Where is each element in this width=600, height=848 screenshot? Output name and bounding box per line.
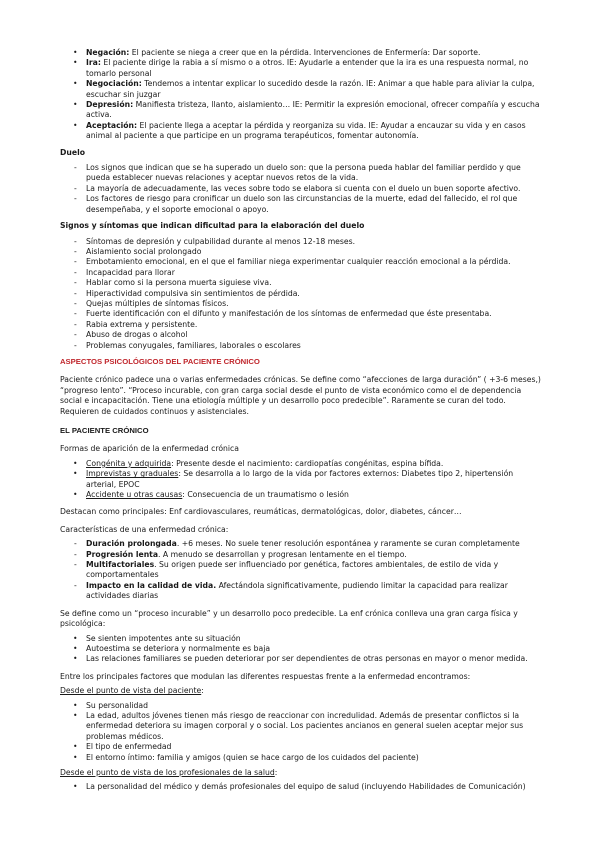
list-item: - Los signos que indican que se ha superado un duelo son: que la persona pueda hablar del familiar perdido y que pueda establecer nuevas relaciones y aceptar nuevos retos de la vida. [60,163,544,184]
list-item: - Los factores de riesgo para cronificar un duelo son las circunstancias de la muerte, edad del fallecido, el rol que desempeñaba, y el soporte emocional o apoyo. [60,194,544,215]
list-item: • Aceptación: El paciente llega a aceptar la pérdida y reorganiza su vida. IE: Ayudar a encauzar su vida y en casos animal al paciente a que participe en un programa terapéuticos, fomentar autonomía. [60,121,544,142]
list-item: - Aislamiento social prolongado [60,247,544,257]
list-item: • Se sienten impotentes ante su situación [60,634,544,644]
section-heading-duelo: Duelo [60,147,85,157]
carga-list [60,634,544,665]
list-item: - Hablar como si la persona muerta siguiese viva. [60,278,544,288]
section-heading-aspectos: ASPECTOS PSICOLÓGICOS DEL PACIENTE CRÓNICO [60,356,260,366]
list-item: • Depresión: Manifiesta tristeza, llanto, aislamiento… IE: Permitir la expresión emocional, ofrecer compañía y escucha activa. [60,100,544,121]
caracteristicas-list [60,539,544,601]
list-item: - Quejas múltiples de síntomas físicos. [60,299,544,309]
list-item: - Hiperactividad compulsiva sin sentimientos de pérdida. [60,289,544,299]
caracteristicas-intro: Características de una enfermedad crónica: [60,524,229,534]
list-item: - Fuerte identificación con el difunto y manifestación de los síntomas de enfermedad que éste presentaba. [60,309,544,319]
paciente-subheading: Desde el punto de vista del paciente: [60,686,204,696]
list-item: • El tipo de enfermedad [60,742,544,752]
list-item: - Duración prolongada. +6 meses. No suele tener resolución espontánea y raramente se curan completamente [60,539,544,549]
section-heading-paciente-cronico: EL PACIENTE CRÓNICO [60,426,149,435]
list-item: • Accidente u otras causas: Consecuencia de un traumatismo o lesión [60,490,544,500]
list-item: - Problemas conyugales, familiares, laborales o escolares [60,341,544,351]
destacan-paragraph: Destacan como principales: Enf cardiovasculares, reumáticas, dermatológicas, dolor, diabetes, cáncer… [60,507,462,517]
list-item: • Imprevistas y graduales: Se desarrolla a lo largo de la vida por factores externos: Diabetes tipo 2, hipertensión arterial, EPOC [60,469,544,490]
section-heading-signos: Signos y síntomas que indican dificultad para la elaboración del duelo [60,221,365,231]
list-item: • Su personalidad [60,701,544,711]
factores-intro: Entre los principales factores que modulan las diferentes respuestas frente a la enfermedad encontramos: [60,671,471,681]
list-item: • El entorno íntimo: familia y amigos (quien se hace cargo de los cuidados del paciente) [60,753,544,763]
list-item: - Abuso de drogas o alcohol [60,330,544,340]
list-item: - Rabia extrema y persistente. [60,320,544,330]
formas-intro: Formas de aparición de la enfermedad crónica [60,444,239,454]
list-item: - La mayoría de adecuadamente, las veces sobre todo se elabora si cuenta con el duelo un buen soporte afectivo. [60,184,544,194]
list-item: - Incapacidad para llorar [60,268,544,278]
list-item: - Embotamiento emocional, en el que el familiar niega experimentar cualquier reacción emocional a la pérdida. [60,257,544,267]
list-item: - Síntomas de depresión y culpabilidad durante al menos 12-18 meses. [60,237,544,247]
list-item: • Negociación: Tendemos a intentar explicar lo sucedido desde la razón. IE: Animar a que hable para aliviar la culpa, escuchar sin juzgar [60,79,544,100]
list-item: • Ira: El paciente dirige la rabia a sí mismo o a otros. IE: Ayudarle a entender que la ira es una respuesta normal, no tomarlo personal [60,58,544,79]
list-item: • Las relaciones familiares se pueden deteriorar por ser dependientes de otras personas en mayor o menor medida. [60,654,544,664]
list-item: - Multifactoriales. Su origen puede ser influenciado por genética, factores ambientales, de estilo de vida y comportamentales [60,560,544,581]
list-item: • La edad, adultos jóvenes tienen más riesgo de reaccionar con incredulidad. Además de presentar conflictos si la enfermedad deteriora su imagen corporal y o social. Los pacientes ancianos en general suelen aceptar mejor sus problemas médicos. [60,711,544,742]
aspectos-paragraph: Paciente crónico padece una o varias enfermedades crónicas. Se define como “afecciones de larga duración” ( +3-6 meses,) “progreso lento”. “Proceso incurable, con gran carga social desde el punto de vista económico como el de dependencia social e incapacitación. Tiene una etiología múltiple y un desarrollo poco predecible”. Raramente se curan del todo. Requieren de cuidados continuos y asistenciales. [60,375,541,416]
formas-list [60,459,544,501]
paciente-list [60,701,544,763]
list-item: - Impacto en la calidad de vida. Afectándola significativamente, pudiendo limitar la capacidad para realizar actividades diarias [60,581,544,602]
list-item: • Congénita y adquirida: Presente desde el nacimiento: cardiopatías congénitas, espina bífida. [60,459,544,469]
list-item: - Progresión lenta. A menudo se desarrollan y progresan lentamente en el tiempo. [60,550,544,560]
signos-list [60,237,544,351]
define-paragraph: Se define como un “proceso incurable” y un desarrollo poco predecible. La enf crónica conlleva una gran carga física y psicológica: [60,608,518,629]
grief-stages-list [60,48,544,142]
list-item: • Negación: El paciente se niega a creer que en la pérdida. Intervenciones de Enfermería: Dar soporte. [60,48,544,58]
profesionales-list [60,782,544,792]
list-item: • La personalidad del médico y demás profesionales del equipo de salud (incluyendo Habilidades de Comunicación) [60,782,544,792]
list-item: • Autoestima se deteriora y normalmente es baja [60,644,544,654]
profesionales-subheading: Desde el punto de vista de los profesionales de la salud: [60,767,278,777]
duelo-list [60,163,544,215]
